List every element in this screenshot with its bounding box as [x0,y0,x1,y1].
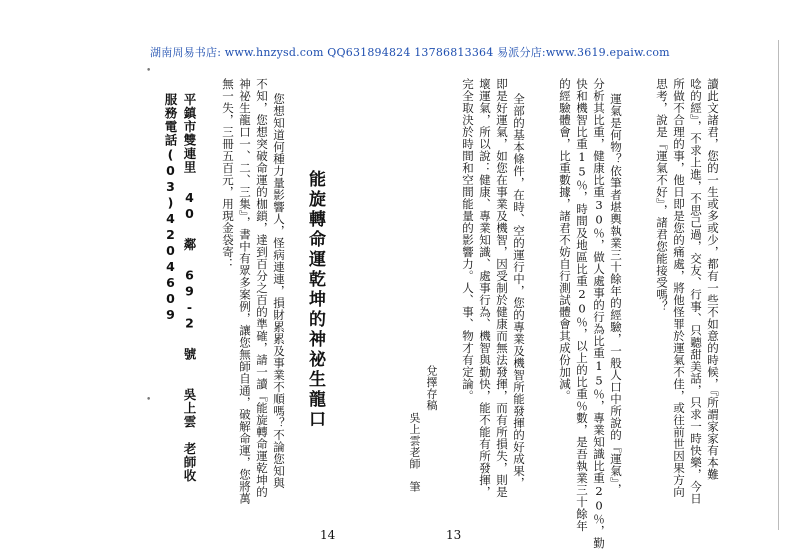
mailing-address: 平鎮市雙連里 40 鄰 69-2 號 吳上雲 老師收 [182,93,197,483]
binding-dot: • [146,66,152,76]
left-column-1: 您想知道何種力量影響人，怪病連連，損財累累及事業不順嗎？不論您知與 [272,93,286,489]
left-column-2: 不知，您想突破命運的枷鎖，達到百分之百的準確，請一讀『能旋轉命運乾坤的 [255,78,269,498]
left-column-3: 神祕生龍口一、二、三集』，書中有眾多案例，讓您無師自通，破解命運，您將萬 [238,78,252,505]
right-column-4: 思考，說是『運氣不好』，諸君您能接受嗎？ [655,78,669,313]
right-column-8: 的經驗體會，比重數據，諸君不妨自行測試體會其成份加減。 [558,78,572,402]
page-number-left: 14 [320,528,336,542]
right-column-12: 完全取決於時間和空間能量的影響力。人、事、物才有定論。 [461,78,475,402]
left-column-4: 無一失，三冊五百元，用現金袋寄： [221,78,235,270]
signature-author: 吳上雲老師 筆 [408,412,421,493]
service-phone: 服務電話(03)4204609 [163,93,178,323]
page-title: 能旋轉命運乾坤的神祕生龍口 [305,170,325,430]
right-column-2: 唸的經』，不求上進，不思己過，交友、行事、只聽甜美話，只求一時快樂，今日 [689,78,703,505]
right-column-1: 讀此文諸君，您的一生或多或少，都有一些不如意的時候，『所謂家家有本難 [706,78,720,481]
right-column-11: 壞運氣，所以說：健康、專業知識、處事行為、機智與勤快，能不能有所發揮， [478,78,492,498]
right-column-5: 運氣是何物？依筆者堪輿執業三十餘年的經驗，一般人口中所說的『運氣』， [609,93,623,496]
right-column-9: 全部的基本條件，在時、空的運行中，您的專業及機智所能發揮的好成果， [512,93,526,489]
page-number-right: 13 [446,528,462,542]
page-header-url: 湖南周易书店: www.hnzysd.com QQ631894824 13786813364 易派分店:www.3619.epaiw.com [150,46,670,59]
right-column-3: 所做不合理的事，他日即是您的痛處，將他怪罪於運氣不佳，或往前世因果方向 [672,78,686,498]
gutter-rule-right [778,40,779,530]
right-column-10: 即是好運氣，如您在事業及機智，因受制於健康而無法發揮，而有所損失，則是 [495,78,509,498]
right-column-6: 分析其比重，健康比重30％，做人處事的行為比重15％，專業知識比重20％，勤 [592,78,606,549]
signature-draft: 兌擇存稿 [425,365,438,411]
binding-dot: • [146,395,152,405]
right-column-7: 快和機智比重15％，時間及地區比重20％，以上的比重％數，是吾執業三十餘年 [575,78,589,532]
